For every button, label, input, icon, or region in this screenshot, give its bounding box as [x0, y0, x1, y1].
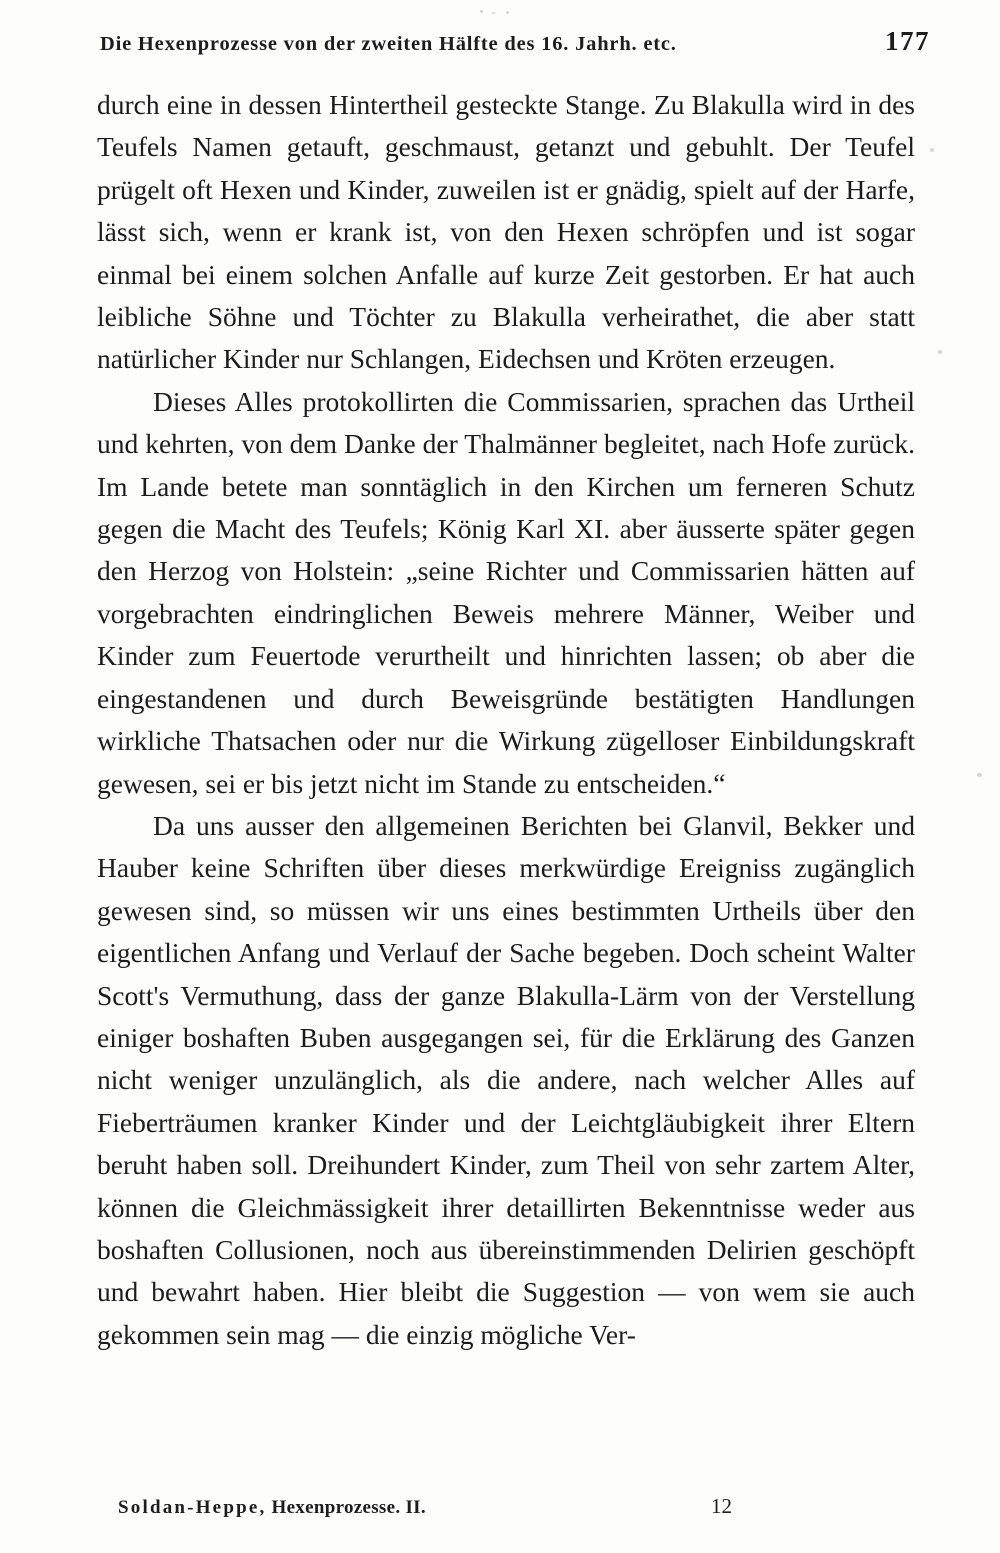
speck: [480, 10, 483, 13]
running-head-title: Die Hexenprozesse von der zweiten Hälfte des 16. Jahrh. etc.: [100, 33, 677, 55]
paragraph: Da uns ausser den allgemeinen Berichten bei Glanvil, Bekker und Hauber keine Schriften über dieses merkwürdige Ereigniss zugänglich gewesen sind, so müssen wir uns eines bestimmten Urtheils über den eigentlichen Anfang und Verlauf der Sache begeben. Doch scheint Walter Scott's Vermuthung, dass der ganze Blakulla-Lärm von der Verstellung einiger boshaften Buben ausgegangen sei, für die Erklärung des Ganzen nicht weniger unzulänglich, als die andere, nach welcher Alles auf Fieberträumen kranker Kinder und der Leichtgläubigkeit ihrer Eltern beruht haben soll. Dreihundert Kinder, zum Theil von sehr zartem Alter, können die Gleichmässigkeit ihrer detaillirten Bekenntnisse weder aus boshaften Collusionen, noch aus übereinstimmenden Delirien geschöpft und bewahrt haben. Hier bleibt die Suggestion — von wem sie auch gekommen sein mag — die einzig mögliche Ver-: [97, 809, 915, 1350]
footer-folio: 12: [711, 1494, 732, 1518]
speck: [938, 350, 942, 354]
paragraph: Dieses Alles protokollirten die Commissarien, sprachen das Urtheil und kehrten, von dem Danke der Thalmänner begleitet, nach Hofe zurück. Im Lande betete man sonntäglich in den Kirchen um ferneren Schutz gegen die Macht des Teufels; König Karl XI. aber äusserte später gegen den Herzog von Holstein: „seine Richter und Commissarien hätten auf vorgebrachten eindringlichen Beweis mehrere Männer, Weiber und Kinder zum Feuertode verurtheilt und hinrichten lassen; ob aber die eingestandenen und durch Beweisgründe bestätigten Handlungen wirkliche Thatsachen oder nur die Wirkung zügelloser Einbildungskraft gewesen, sei er bis jetzt nicht im Stande zu entscheiden.“: [97, 385, 915, 799]
speck: [506, 11, 509, 14]
speck: [930, 148, 934, 152]
running-head: [100, 26, 930, 57]
footer-signature: [118, 1497, 426, 1519]
speck: [977, 773, 982, 777]
page-number: 177: [885, 26, 930, 56]
speck: [492, 12, 495, 14]
footer-signature-title: Hexenprozesse. II.: [271, 1497, 426, 1518]
paragraph: durch eine in dessen Hintertheil gesteckte Stange. Zu Blakulla wird in des Teufels Namen getauft, geschmaust, getanzt und gebuhlt. Der Teufel prügelt oft Hexen und Kinder, zuweilen ist er gnädig, spielt auf der Harfe, lässt sich, wenn er krank ist, von den Hexen schröpfen und ist sogar einmal bei einem solchen Anfalle auf kurze Zeit gestorben. Er hat auch leibliche Söhne und Töchter zu Blakulla verheirathet, die aber statt natürlicher Kinder nur Schlangen, Eidechsen und Kröten erzeugen.: [97, 89, 915, 375]
body-text: [97, 84, 915, 1356]
footer-signature-author: Soldan-Heppe,: [118, 1497, 267, 1518]
page-footer: [118, 1494, 882, 1519]
